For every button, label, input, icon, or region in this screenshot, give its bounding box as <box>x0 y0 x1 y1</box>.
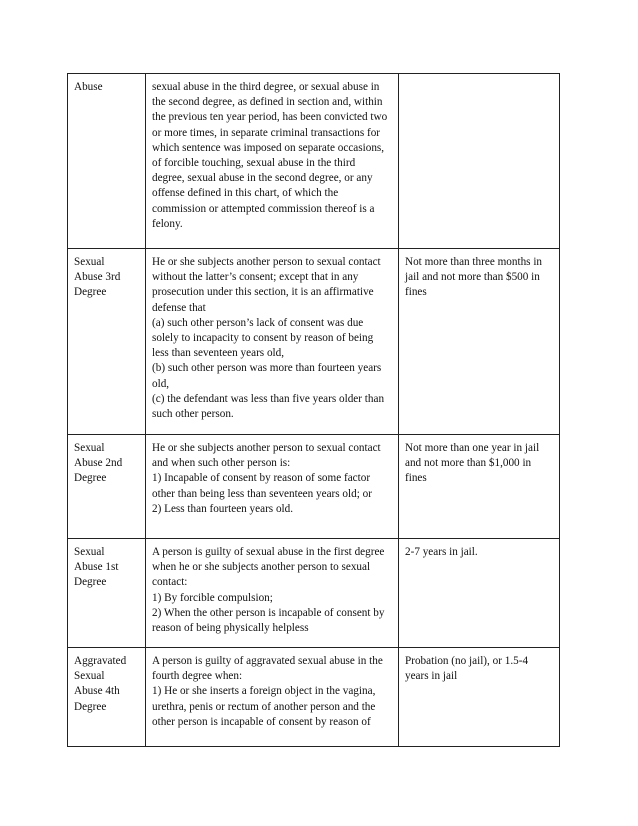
cell-line: Abuse 1st <box>74 561 119 574</box>
cell-line: degree, sexual abuse in the second degree, or any <box>152 172 373 185</box>
offense-cell <box>68 249 146 435</box>
cell-line: (c) the defendant was less than five years older than <box>152 392 385 405</box>
cell-line: Sexual <box>74 442 105 454</box>
cell-line: He or she subjects another person to sexual contact <box>152 442 381 454</box>
cell-line: prosecution under this section, it is an affirmative <box>152 286 374 299</box>
cell-line: Not more than three months in <box>405 256 543 268</box>
table-row-sexual-abuse-2nd <box>68 435 560 539</box>
cell-line: 2-7 years in jail. <box>405 546 478 558</box>
cell-line: urethra, penis or rectum of another person and the <box>152 700 376 713</box>
cell-line: 2) Less than fourteen years old. <box>152 502 294 515</box>
description-cell <box>146 74 399 249</box>
cell-line: reason of being physically helpless <box>152 622 309 635</box>
cell-line: fines <box>405 286 427 299</box>
cell-line: other person is incapable of consent by reason of <box>152 715 371 728</box>
cell-line: which sentence was imposed on separate occasions, <box>152 141 385 154</box>
table-body <box>68 74 560 747</box>
penalty-cell <box>399 74 560 249</box>
cell-line: solely to incapacity to consent by reason of being <box>152 332 374 345</box>
cell-line: 1) By forcible compulsion; <box>152 591 273 604</box>
table-row-sexual-abuse-3rd <box>68 249 560 435</box>
cell-line: Aggravated <box>74 655 127 667</box>
cell-line: felony. <box>152 217 183 230</box>
description-cell <box>146 648 399 747</box>
cell-line: commission or attempted commission thereof is a <box>152 202 375 215</box>
offense-cell <box>68 648 146 747</box>
cell-line: or more times, in separate criminal transactions for <box>152 126 381 139</box>
cell-line: fourth degree when: <box>152 670 243 683</box>
cell-line: Degree <box>74 472 107 485</box>
cell-line: Abuse 2nd <box>74 457 123 470</box>
cell-line: Sexual <box>74 256 105 268</box>
cell-line: Sexual <box>74 546 105 558</box>
cell-line: Abuse 3rd <box>74 271 121 284</box>
penalty-cell <box>399 249 560 435</box>
cell-line: defense that <box>152 301 206 314</box>
cell-line: 2) When the other person is incapable of consent by <box>152 606 385 619</box>
cell-line: A person is guilty of aggravated sexual abuse in the <box>152 655 383 667</box>
cell-line: other than being less than seventeen years old; or <box>152 487 372 500</box>
cell-line: and when such other person is: <box>152 457 291 470</box>
cell-line: old, <box>152 377 170 390</box>
cell-line: Sexual <box>74 670 105 683</box>
cell-line: fines <box>405 472 427 485</box>
cell-line: of forcible touching, sexual abuse in the third <box>152 157 356 170</box>
cell-line: (a) such other person’s lack of consent was due <box>152 316 364 329</box>
offense-cell <box>68 74 146 249</box>
table-row-abuse <box>68 74 560 249</box>
cell-line: the previous ten year period, has been convicted two <box>152 111 388 124</box>
cell-line: contact: <box>152 576 188 589</box>
cell-line: such other person. <box>152 408 234 421</box>
cell-line: sexual abuse in the third degree, or sexual abuse in <box>152 81 380 93</box>
cell-line: Not more than one year in jail <box>405 442 540 454</box>
cell-line: the second degree, as defined in section and, within <box>152 96 383 109</box>
cell-line: Degree <box>74 286 107 299</box>
offense-cell <box>68 539 146 648</box>
cell-line: offense defined in this chart, of which the <box>152 187 339 200</box>
cell-line: A person is guilty of sexual abuse in the first degree <box>152 546 385 558</box>
cell-line: Probation (no jail), or 1.5-4 <box>405 655 529 667</box>
cell-line: (b) such other person was more than fourteen years <box>152 362 382 375</box>
cell-line: when he or she subjects another person to sexual <box>152 561 371 574</box>
penalty-cell <box>399 435 560 539</box>
offense-penalty-table <box>67 73 560 747</box>
cell-line: 1) Incapable of consent by reason of some factor <box>152 472 371 485</box>
description-cell <box>146 539 399 648</box>
offense-cell <box>68 435 146 539</box>
table-row-sexual-abuse-1st <box>68 539 560 648</box>
cell-line: Degree <box>74 576 107 589</box>
cell-line: and not more than $1,000 in <box>405 457 532 470</box>
cell-line: 1) He or she inserts a foreign object in the vagina, <box>152 685 376 698</box>
penalty-cell <box>399 648 560 747</box>
cell-line: He or she subjects another person to sexual contact <box>152 256 381 268</box>
cell-line: Abuse <box>74 81 103 93</box>
description-cell <box>146 435 399 539</box>
cell-line: without the latter’s consent; except that in any <box>152 271 359 284</box>
description-cell <box>146 249 399 435</box>
cell-line: less than seventeen years old, <box>152 347 285 360</box>
cell-line: Degree <box>74 700 107 713</box>
cell-line: years in jail <box>405 670 458 683</box>
table-row-aggravated-sexual-abuse-4th <box>68 648 560 747</box>
cell-line: jail and not more than $500 in <box>405 271 540 284</box>
penalty-cell <box>399 539 560 648</box>
cell-line: Abuse 4th <box>74 685 120 698</box>
